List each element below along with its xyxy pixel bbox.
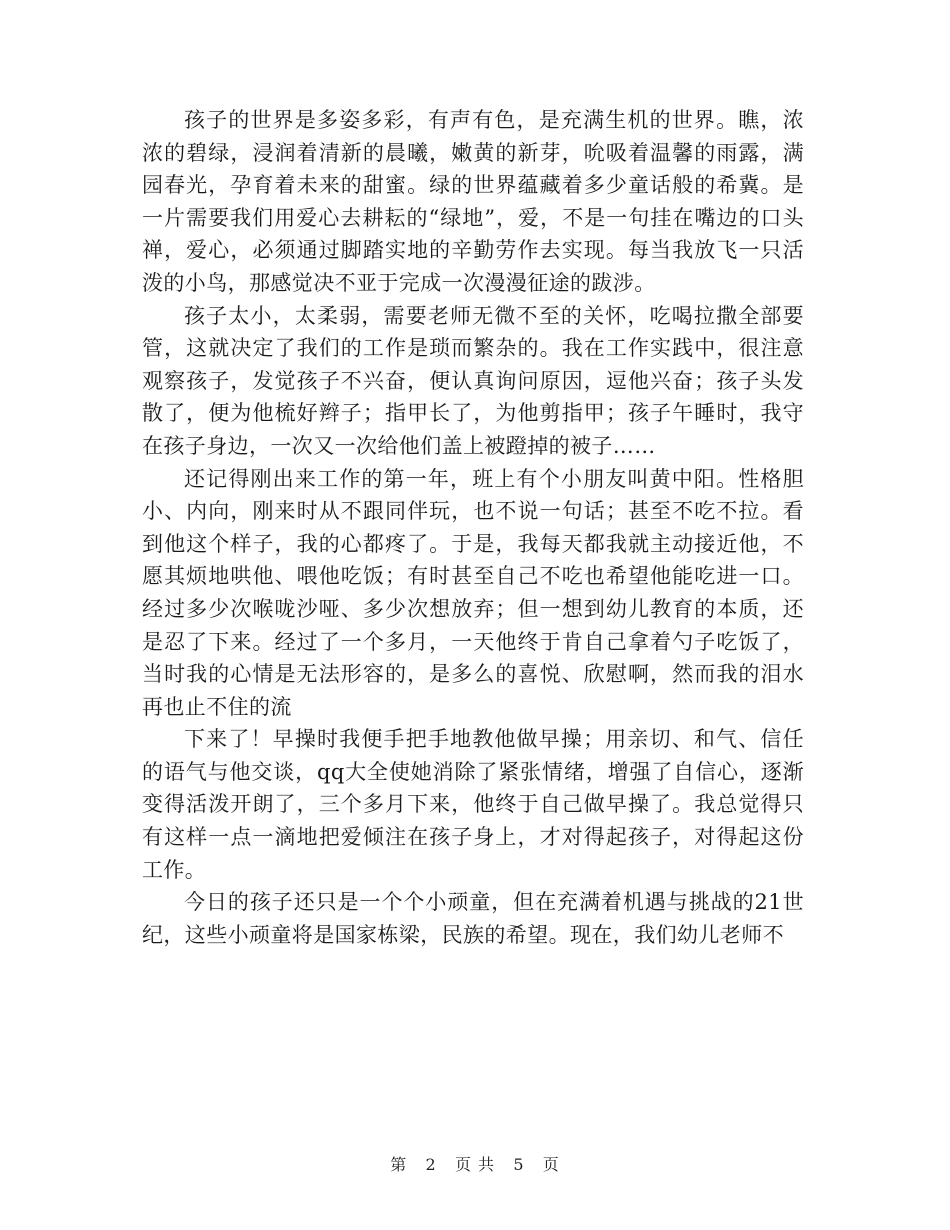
paragraph-5: 今日的孩子还只是一个个小顽童，但在充满着机遇与挑战的21世纪，这些小顽童将是国家栋梁，民族的希望。现在，我们幼儿老师不 (142, 890, 804, 947)
paragraph-4: 下来了！早操时我便手把手地教他做早操；用亲切、和气、信任的语气与他交谈，qq大全使她消除了紧张情绪，增强了自信心，逐渐变得活泼开朗了，三个多月下来，他终于自己做早操了。我总觉得只有这样一点一滴地把爱倾注在孩子身上，才对得起孩子，对得起这份工作。 (142, 727, 804, 882)
footer-suffix: 页 (542, 1155, 560, 1174)
footer-middle: 页 共 (454, 1155, 496, 1174)
paragraph-1: 孩子的世界是多姿多彩，有声有色，是充满生机的世界。瞧，浓浓的碧绿，浸润着清新的晨曦，嫩黄的新芽，吮吸着温馨的雨露，满园春光，孕育着未来的甜蜜。绿的世界蕴藏着多少童话般的希冀。是一片需要我们用爱心去耕耘的“绿地”，爱，不是一句挂在嘴边的口头禅，爱心，必须通过脚踏实地的辛勤劳作去实现。每当我放飞一只活泼的小鸟，那感觉决不亚于完成一次漫漫征途的跋涉。 (142, 108, 804, 295)
page-footer (0, 1152, 950, 1175)
paragraph-3: 还记得刚出来工作的第一年，班上有个小朋友叫黄中阳。性格胆小、内向，刚来时从不跟同伴玩，也不说一句话；甚至不吃不拉。看到他这个样子，我的心都疼了。于是，我每天都我就主动接近他，不愿其烦地哄他、喂他吃饭；有时甚至自己不吃也希望他能吃进一口。经过多少次喉咙沙哑、多少次想放弃；但一想到幼儿教育的本质，还是忍了下来。经过了一个多月，一天他终于肯自己拿着勺子吃饭了，当时我的心情是无法形容的，是多么的喜悦、欣慰啊，然而我的泪水再也止不住的流 (142, 466, 804, 719)
footer-prefix: 第 (390, 1155, 408, 1174)
paragraph-2: 孩子太小，太柔弱，需要老师无微不至的关怀，吃喝拉撒全部要管，这就决定了我们的工作是琐而繁杂的。我在工作实践中，很注意观察孩子，发觉孩子不兴奋，便认真询问原因，逗他兴奋；孩子头发散了，便为他梳好辫子；指甲长了，为他剪指甲；孩子午睡时，我守在孩子身边，一次又一次给他们盖上被蹬掉的被子…… (142, 303, 804, 458)
footer-page-number: 2 (425, 1155, 437, 1174)
footer-total-pages: 5 (513, 1155, 525, 1174)
document-body (142, 104, 804, 951)
